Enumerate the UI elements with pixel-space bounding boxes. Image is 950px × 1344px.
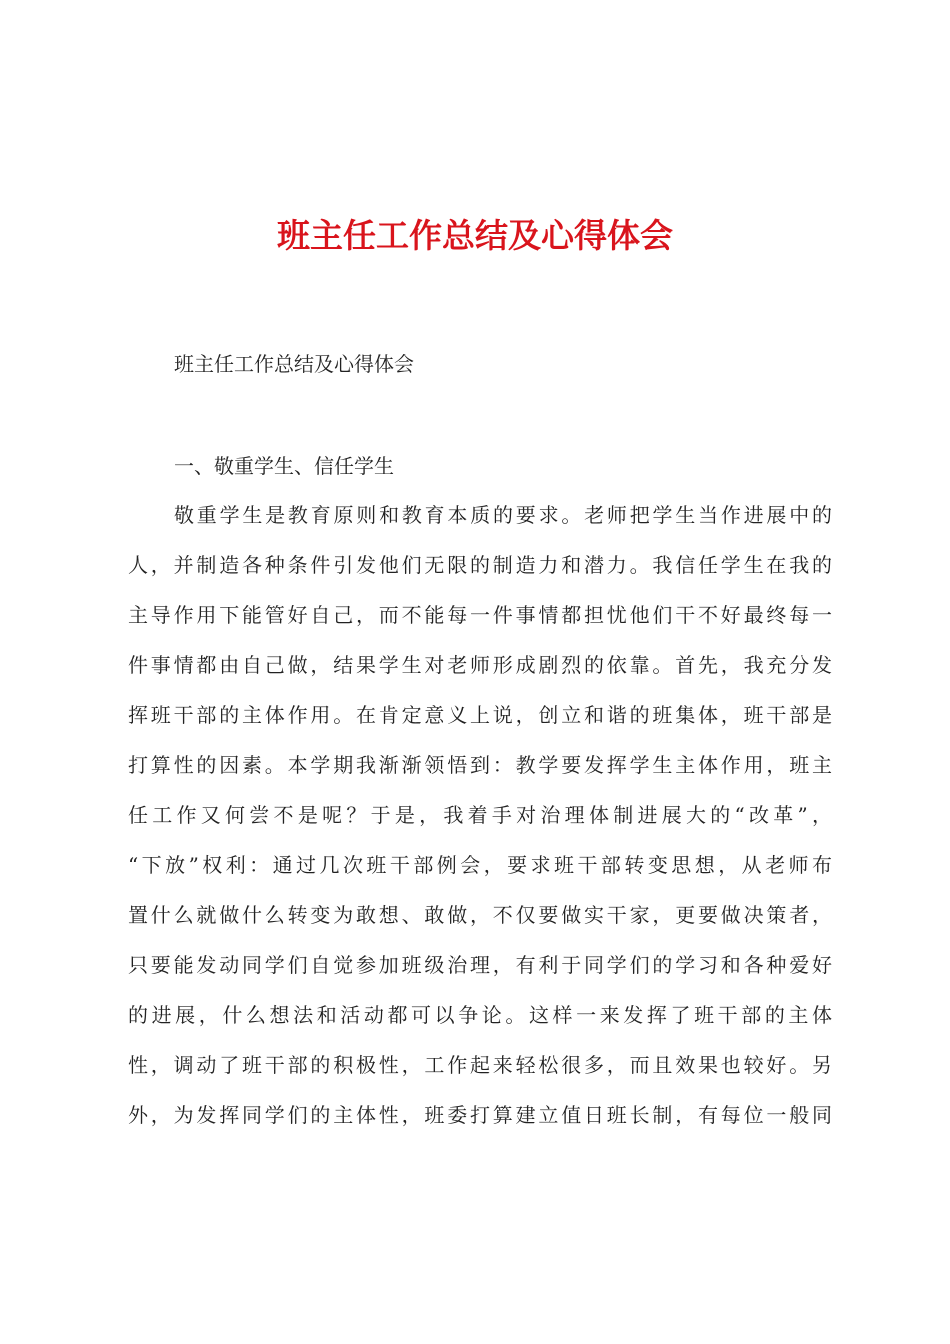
body-line: 的进展，什么想法和活动都可以争论。这样一来发挥了班干部的主体 [128,1003,832,1027]
body-line: 件事情都由自己做，结果学生对老师形成剧烈的依靠。首先，我充分发 [128,653,832,677]
body-line: “下放”权利：通过几次班干部例会，要求班干部转变思想，从老师布 [128,853,832,877]
body-line: 性，调动了班干部的积极性，工作起来轻松很多，而且效果也较好。另 [128,1053,832,1077]
body-line: 外，为发挥同学们的主体性，班委打算建立值日班长制，有每位一般同 [128,1103,832,1127]
body-line: 任工作又何尝不是呢？于是，我着手对治理体制进展大的“改革”， [128,803,832,827]
body-line: 挥班干部的主体作用。在肯定意义上说，创立和谐的班集体，班干部是 [128,703,832,727]
body-line: 只要能发动同学们自觉参加班级治理，有利于同学们的学习和各种爱好 [128,953,832,977]
body-paragraph [128,499,832,1149]
body-line: 打算性的因素。本学期我渐渐领悟到：教学要发挥学生主体作用，班主 [128,753,832,777]
body-line: 置什么就做什么转变为敢想、敢做，不仅要做实干家，更要做决策者， [128,903,832,927]
document-subtitle: 班主任工作总结及心得体会 [174,352,414,376]
document-title: 班主任工作总结及心得体会 [277,216,673,255]
body-line: 敬重学生是教育原则和教育本质的要求。老师把学生当作进展中的 [174,503,832,527]
body-line: 人，并制造各种条件引发他们无限的制造力和潜力。我信任学生在我的 [128,553,832,577]
body-line: 主导作用下能管好自己，而不能每一件事情都担忧他们干不好最终每一 [128,603,832,627]
section-heading: 一、敬重学生、信任学生 [174,454,394,478]
